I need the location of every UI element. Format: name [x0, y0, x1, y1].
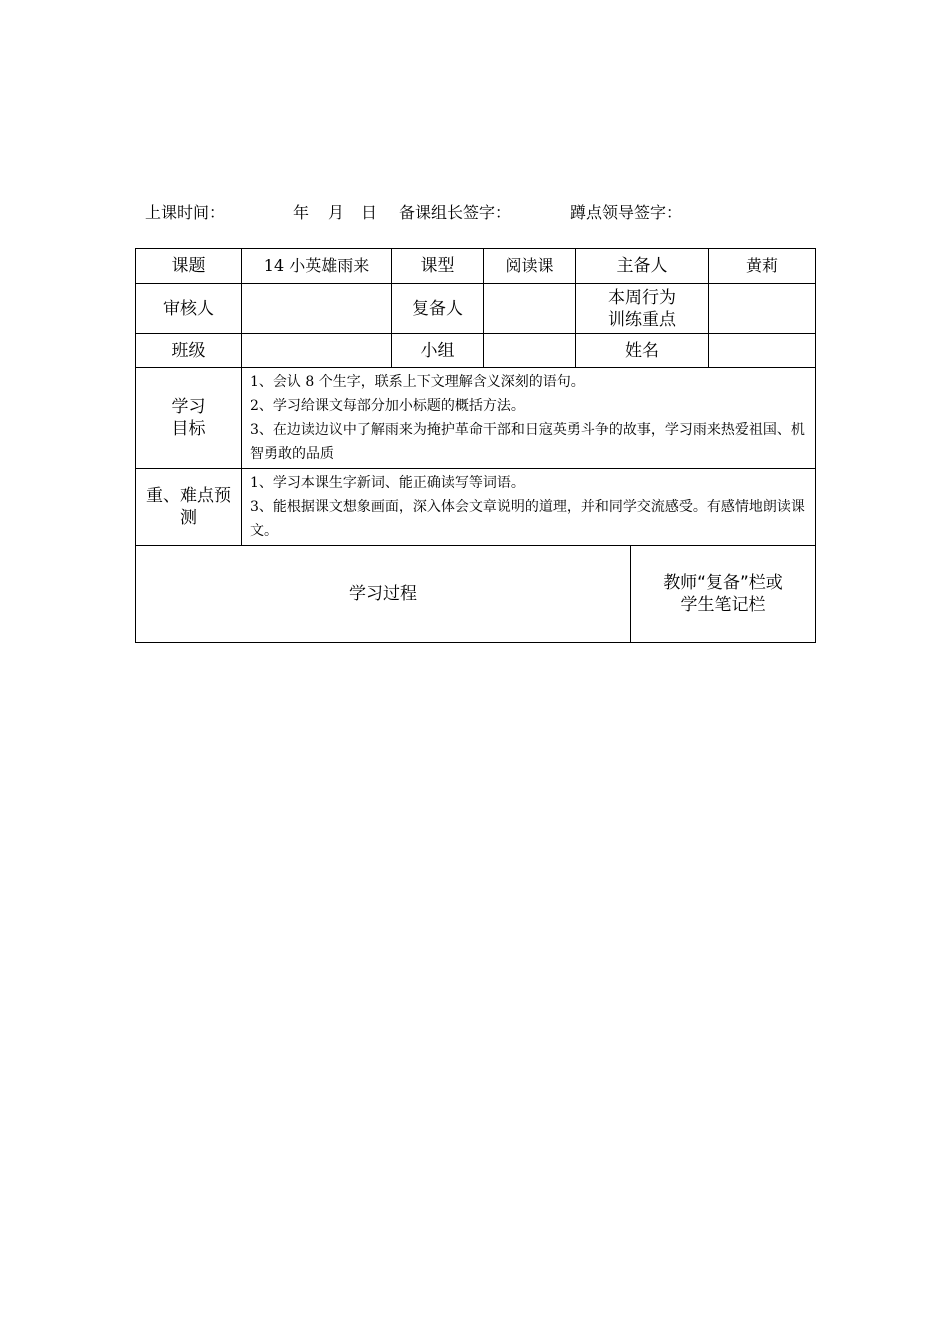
lesson-type-value: 阅读课: [484, 249, 576, 284]
table-row-process: [136, 546, 816, 643]
lesson-plan-table: [135, 248, 816, 643]
lead-preparer-value: 黄莉: [709, 249, 816, 284]
topic-value: 14 小英雄雨来: [242, 249, 392, 284]
group-value[interactable]: [484, 334, 576, 368]
notes-column-label: [631, 546, 816, 643]
notes-column-label-line-2: 学生笔记栏: [680, 595, 766, 615]
key-points-content: [242, 469, 816, 546]
goal-item: 1、会认 8 个生字，联系上下文理解含义深刻的语句。: [250, 374, 585, 390]
group-label: 小组: [392, 334, 484, 368]
reviewer-value[interactable]: [242, 284, 392, 334]
class-label: 班级: [136, 334, 242, 368]
goals-label-line-2: 目标: [171, 419, 206, 439]
table-row-class: [136, 334, 816, 368]
header-signature-line: [145, 200, 845, 224]
learning-process-label: 学习过程: [136, 546, 631, 643]
goal-item: 2、学习给课文每部分加小标题的概括方法。: [250, 398, 525, 414]
key-points-label: [136, 469, 242, 546]
table-row-reviewer: [136, 284, 816, 334]
goals-label: [136, 368, 242, 469]
table-row-key-points: [136, 469, 816, 546]
notes-column-label-line-1: 教师“复备”栏或: [663, 573, 783, 593]
key-points-label-line-1: 重、难点预: [146, 486, 231, 506]
reviewer-label: 审核人: [136, 284, 242, 334]
class-time-label: 上课时间：: [145, 203, 226, 222]
co-preparer-label: 复备人: [392, 284, 484, 334]
goal-item: 3、在边读边议中了解雨来为掩护革命干部和日寇英勇斗争的故事，学习雨来热爱祖国、机智勇敢的品质: [250, 422, 805, 462]
table-row-topic: [136, 249, 816, 284]
day-label: 日: [361, 203, 378, 222]
lead-preparer-label: 主备人: [576, 249, 709, 284]
co-preparer-value[interactable]: [484, 284, 576, 334]
goals-label-line-1: 学习: [171, 397, 206, 417]
weekly-focus-label-line-1: 本周行为: [608, 287, 676, 308]
goals-content: [242, 368, 816, 469]
student-name-label: 姓名: [576, 334, 709, 368]
key-points-label-line-2: 测: [180, 508, 197, 528]
supervisor-sign-label: 蹲点领导签字：: [570, 203, 683, 222]
class-value[interactable]: [242, 334, 392, 368]
month-label: 月: [328, 203, 345, 222]
topic-label: 课题: [136, 249, 242, 284]
group-leader-sign-label: 备课组长签字：: [399, 203, 512, 222]
weekly-focus-label-line-2: 训练重点: [608, 309, 676, 330]
lesson-type-label: 课型: [392, 249, 484, 284]
student-name-value[interactable]: [709, 334, 816, 368]
key-point-item: 3、能根据课文想象画面，深入体会文章说明的道理，并和同学交流感受。有感情地朗读课文。: [250, 499, 805, 539]
table-row-goals: [136, 368, 816, 469]
weekly-focus-label: [576, 284, 709, 334]
year-label: 年: [293, 203, 310, 222]
weekly-focus-value[interactable]: [709, 284, 816, 334]
key-point-item: 1、学习本课生字新词、能正确读写等词语。: [250, 475, 525, 491]
